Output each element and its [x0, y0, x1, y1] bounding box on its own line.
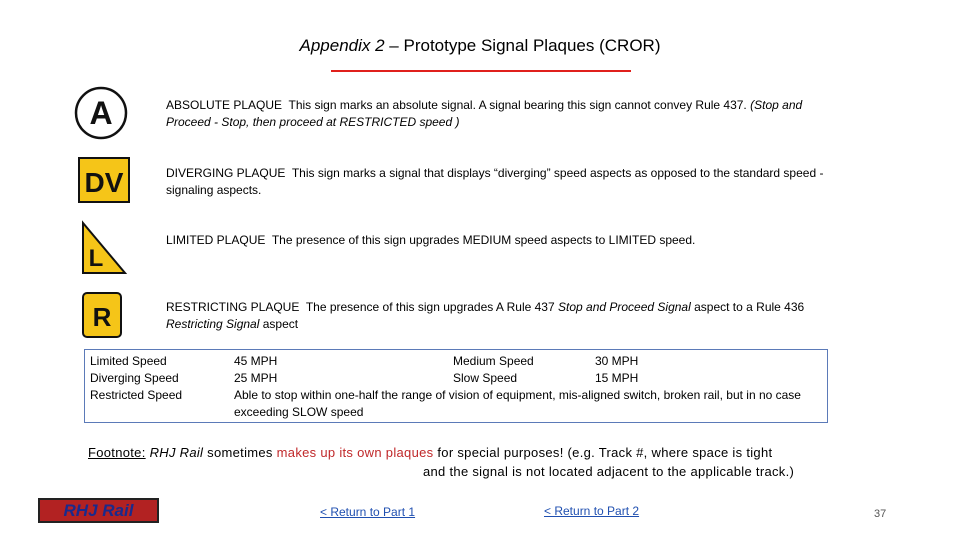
diverging-speed-label: Diverging Speed	[90, 371, 179, 385]
restricted-speed-label: Restricted Speed	[90, 388, 183, 402]
limited-speed-label: Limited Speed	[90, 354, 167, 368]
diverging-plaque-icon	[78, 157, 130, 203]
return-to-part-1-link[interactable]: < Return to Part 1	[320, 505, 416, 519]
diverging-speed-value: 25 MPH	[234, 371, 278, 385]
speed-values-right	[595, 353, 695, 387]
svg-text:A: A	[89, 95, 113, 131]
restricting-plaque-icon	[82, 292, 122, 338]
page-number: 37	[874, 508, 887, 520]
svg-text:L: L	[88, 245, 104, 272]
title-underline	[331, 70, 631, 72]
slow-speed-value: 15 MPH	[595, 371, 639, 385]
slow-speed-label: Slow Speed	[453, 371, 518, 385]
restricting-plaque-description: RESTRICTING PLAQUE The presence of this sign upgrades A Rule 437 Stop and Proceed Signal aspect to a Rule 436 Restricting Signal aspect	[166, 300, 805, 331]
speed-labels-right	[453, 353, 583, 387]
medium-speed-value: 30 MPH	[595, 354, 639, 368]
limited-plaque-description: LIMITED PLAQUE The presence of this sign upgrades MEDIUM speed aspects to LIMITED speed.	[166, 233, 696, 247]
footnote-line-2: and the signal is not located adjacent to the applicable track.)	[423, 464, 795, 479]
absolute-plaque-icon	[74, 86, 128, 140]
rhj-rail-logo: RHJ Rail	[38, 498, 159, 523]
footnote-label: Footnote:	[88, 445, 146, 460]
return-to-part-2-link[interactable]: < Return to Part 2	[544, 504, 640, 518]
medium-speed-label: Medium Speed	[453, 354, 534, 368]
absolute-plaque-description: ABSOLUTE PLAQUE This sign marks an absolute signal. A signal bearing this sign cannot convey Rule 437. (Stop and Proceed - Stop, then proceed at RESTRICTED speed )	[166, 98, 803, 129]
limited-plaque-icon	[80, 220, 128, 276]
footnote-line-1: Footnote: RHJ Rail sometimes makes up its own plaques for special purposes! (e.g. Track #, where space is tight	[88, 445, 773, 460]
svg-text:DV: DV	[84, 167, 124, 198]
limited-speed-value: 45 MPH	[234, 354, 278, 368]
speed-values-left	[234, 353, 434, 387]
diverging-plaque-description: DIVERGING PLAQUE This sign marks a signal that displays “diverging” speed aspects as opposed to the standard speed -signaling aspects.	[166, 166, 824, 197]
page-title: Appendix 2 – Prototype Signal Plaques (CROR)	[299, 36, 661, 55]
restricted-speed-value: Able to stop within one-half the range of vision of equipment, mis-aligned switch, broken rail, but in no case exceeding SLOW speed	[234, 388, 801, 419]
speed-labels	[90, 353, 230, 404]
svg-text:R: R	[92, 302, 112, 332]
